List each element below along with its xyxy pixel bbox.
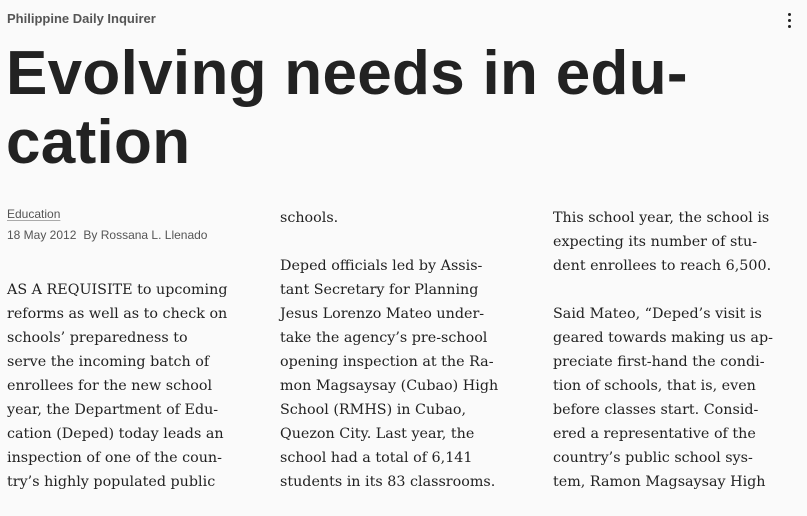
paragraph-line: students in its 83 classrooms. <box>280 474 496 490</box>
paragraph-line: Deped officials led by Assis- <box>280 258 483 274</box>
paragraph-line: take the agency’s pre-school <box>280 330 488 346</box>
paragraph-line: country’s public school sys- <box>553 450 753 466</box>
paragraph-line: before classes start. Consid- <box>553 402 759 418</box>
paragraph-line: tion of schools, that is, even <box>553 378 756 394</box>
paragraph-line: Said Mateo, “Deped’s visit is <box>553 306 762 322</box>
paragraph-line: mon Magsaysay (Cubao) High <box>280 378 499 394</box>
article-title-line: Evolving needs in edu- <box>6 39 688 108</box>
paragraph-line: dent enrollees to reach 6,500. <box>553 258 772 274</box>
paragraph-line: serve the incoming batch of <box>7 354 210 370</box>
paragraph-line: This school year, the school is <box>553 210 770 226</box>
paragraph-line: schools. <box>280 210 339 226</box>
paragraph-line: expecting its number of stu- <box>553 234 758 250</box>
section-link[interactable]: Education <box>7 207 61 221</box>
paragraph-line: preciate first-hand the condi- <box>553 354 765 370</box>
paragraph-line: Quezon City. Last year, the <box>280 426 475 442</box>
paragraph-line: try’s highly populated public <box>7 474 216 490</box>
paragraph-line: ered a representative of the <box>553 426 756 442</box>
more-vertical-icon-dot <box>788 19 791 22</box>
paragraph-line: enrollees for the new school <box>7 378 213 394</box>
paragraph-line: Jesus Lorenzo Mateo under- <box>280 306 485 322</box>
more-vertical-icon-dot <box>788 25 791 28</box>
paragraph-line: reforms as well as to check on <box>7 306 228 322</box>
article-title-line: cation <box>6 108 191 177</box>
paragraph-line: school had a total of 6,141 <box>280 450 473 466</box>
paragraph-line: schools’ preparedness to <box>7 330 188 346</box>
paragraph-line: cation (Deped) today leads an <box>7 426 224 442</box>
publication-name: Philippine Daily Inquirer <box>7 11 156 26</box>
article-byline: By Rossana L. Llenado <box>83 228 208 242</box>
paragraph-line: AS A REQUISITE to upcoming <box>7 282 228 298</box>
dateline <box>7 228 247 242</box>
paragraph-line: geared towards making us ap- <box>553 330 773 346</box>
article-date: 18 May 2012 <box>7 228 77 242</box>
paragraph-line: inspection of one of the coun- <box>7 450 222 466</box>
article-title <box>6 39 796 177</box>
more-vertical-icon <box>788 13 791 16</box>
paragraph-line: opening inspection at the Ra- <box>280 354 494 370</box>
paragraph-line: tem, Ramon Magsaysay High <box>553 474 766 490</box>
paragraph-line: School (RMHS) in Cubao, <box>280 402 467 418</box>
article-meta <box>7 207 247 242</box>
paragraph-line: tant Secretary for Planning <box>280 282 479 298</box>
paragraph-line: year, the Department of Edu- <box>7 402 219 418</box>
more-options-button[interactable] <box>780 10 800 32</box>
